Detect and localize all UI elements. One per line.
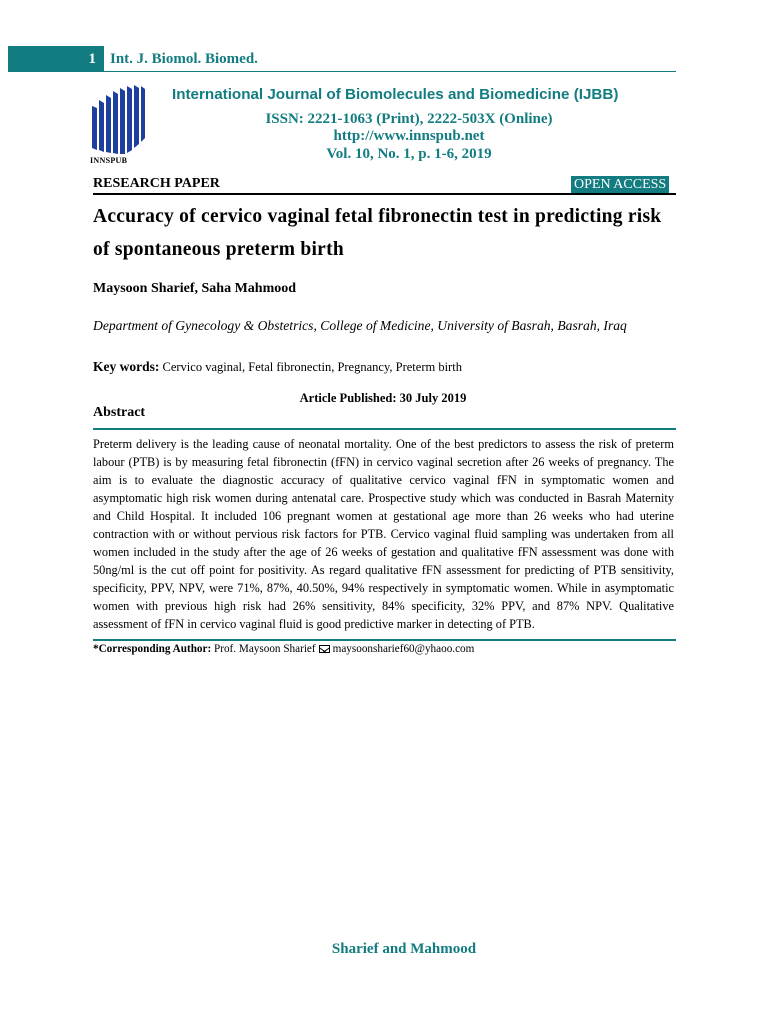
abstract-top-rule [93,428,676,430]
logo-caption: INNSPUB [90,156,128,165]
abstract-body: Preterm delivery is the leading cause of neonatal mortality. One of the best predictors to assess the risk of preterm labour (PTB) is by measuring fetal fibronectin (fFN) in cervico vaginal secretion after 26 weeks of pregnancy. The aim is to evaluate the diagnostic accuracy of qualitative cervico vaginal fFN in symptomatic women and asymptomatic high risk women during antenatal care. Prospective study which was conducted in Basrah Maternity and Child Hospital. It included 106 pregnant women at gestational age more than 26 weeks who had uterine contraction with or without pervious risk factors for PTB. Cervico vaginal fluid sampling was undertaken from all women included in the study after the age of 26 weeks of gestation and qualitative fFN assessment was done with 50ng/ml is the cut off point for positivity. As regard qualitative fFN assessment for predicting of PTB sensitivity, specificity, PPV, NPV, were 71%, 87%, 40.50%, 94% respectively in symptomatic women. While in asymptomatic women with previous high risk had 26% sensitivity, 84% specificity, 32% PPV, and 87% NPV. Qualitative assessment of fFN in cervico vaginal fluid is good predictive marker in detecting of PTB. [93,437,674,632]
journal-volume: Vol. 10, No. 1, p. 1-6, 2019 [326,146,492,162]
keywords-label: Key words: [93,359,160,374]
paper-title: Accuracy of cervico vaginal fetal fibronectin test in predicting risk of spontaneous preterm birth [93,206,662,260]
mail-icon [319,645,330,653]
keywords-line [93,359,462,375]
journal-url-link[interactable]: http://www.innspub.net [333,128,485,144]
corresponding-label: *Corresponding Author: [93,643,212,655]
page-number: 1 [88,51,96,67]
publication-date: Article Published: 30 July 2019 [299,391,467,405]
corresponding-email-link[interactable]: maysoonsharief60@yhaoo.com [332,643,475,655]
corresponding-name: Prof. Maysoon Sharief [214,643,316,655]
page-footer-authors: Sharief and Mahmood [331,941,477,957]
paper-authors: Maysoon Sharief, Saha Mahmood [93,281,297,296]
corresponding-author [93,643,474,655]
author-affiliation: Department of Gynecology & Obstetrics, College of Medicine, University of Basrah, Basrah, Iraq [93,318,627,333]
running-journal-title: Int. J. Biomol. Biomed. [110,51,258,67]
paper-type-label: RESEARCH PAPER [93,176,220,191]
book-stack-logo-icon [88,84,148,166]
abstract-bottom-rule [93,639,676,641]
section-rule [93,193,676,195]
journal-title: International Journal of Biomolecules and Biomedicine (IJBB) [172,86,619,103]
journal-issn: ISSN: 2221-1063 (Print), 2222-503X (Online) [265,111,553,127]
header-rule [104,71,676,72]
keywords-list: Cervico vaginal, Fetal fibronectin, Pregnancy, Preterm birth [162,360,462,374]
open-access-badge: OPEN ACCESS [571,176,669,193]
abstract-heading: Abstract [93,405,146,420]
